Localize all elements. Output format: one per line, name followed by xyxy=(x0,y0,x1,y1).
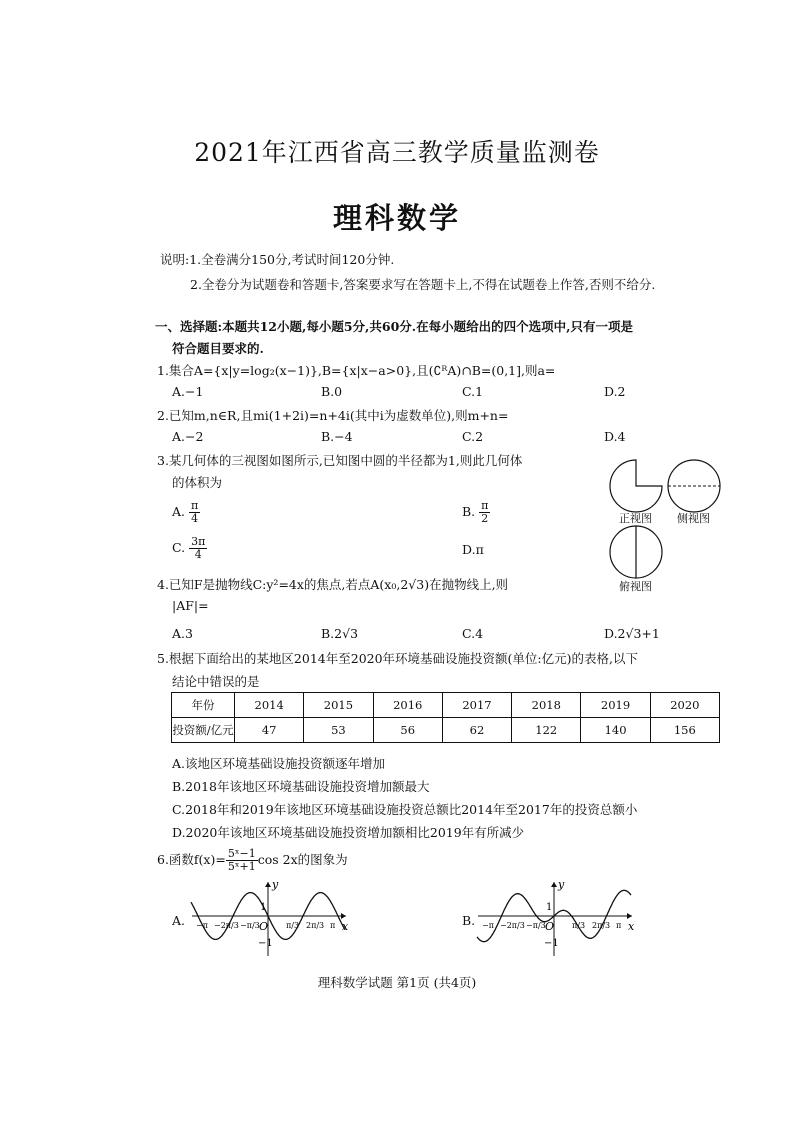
question-5-stem: 5.根据下面给出的某地区2014年至2020年环境基础设施投资额(单位:亿元)的表格,以下 xyxy=(157,651,638,666)
table-cell: 122 xyxy=(512,718,581,743)
q6-graph-b xyxy=(474,878,644,958)
q2-option-b: B.−4 xyxy=(321,429,353,444)
q5-option-b: B.2018年该地区环境基础设施投资增加额最大 xyxy=(172,779,430,794)
question-3-stem: 3.某几何体的三视图如图所示,已知图中圆的半径都为1,则此几何体 xyxy=(157,453,523,468)
denominator: 2 xyxy=(481,512,489,525)
origin-label: O xyxy=(545,920,555,933)
stem-suffix: cos 2x的图象为 xyxy=(257,852,348,867)
denominator: 4 xyxy=(191,512,199,525)
x-tick-label: 2π/3 xyxy=(306,921,325,930)
note-1: 说明:1.全卷满分150分,考试时间120分钟. xyxy=(160,252,395,267)
table-cell: 2018 xyxy=(512,693,581,718)
numerator: π xyxy=(191,499,199,512)
question-6-stem xyxy=(157,848,348,873)
section-heading-cont: 符合题目要求的. xyxy=(172,341,264,356)
denominator: 5ˣ+1 xyxy=(227,860,256,873)
q6-option-a-letter: A. xyxy=(172,913,186,928)
q2-option-d: D.4 xyxy=(604,429,626,444)
q1-option-d: D.2 xyxy=(604,384,626,399)
page-subtitle: 理科数学 xyxy=(332,201,461,235)
q2-option-a: A.−2 xyxy=(172,429,204,444)
table-cell: 156 xyxy=(650,718,719,743)
table-cell: 140 xyxy=(581,718,650,743)
q4-option-c: C.4 xyxy=(462,626,484,641)
q5-option-a: A.该地区环境基础设施投资额逐年增加 xyxy=(172,756,386,771)
denominator: 4 xyxy=(194,548,202,561)
table-cell: 2015 xyxy=(304,693,373,718)
origin-label: O xyxy=(259,920,269,933)
table-cell: 投资额/亿元 xyxy=(172,718,235,743)
y-label: y xyxy=(272,878,279,891)
y-axis-arrow xyxy=(265,882,271,887)
table-cell: 年份 xyxy=(172,693,235,718)
x-tick-label: −2π/3 xyxy=(500,921,525,930)
q4-option-d: D.2√3+1 xyxy=(604,626,660,641)
q4-option-b: B.2√3 xyxy=(321,626,359,641)
option-letter: A. xyxy=(172,504,186,519)
table-row xyxy=(172,693,720,718)
stem-prefix: 6.函数f(x)= xyxy=(157,852,226,867)
question-2-stem: 2.已知m,n∈R,且mi(1+2i)=n+4i(其中i为虚数单位),则m+n= xyxy=(157,408,509,423)
table-cell: 62 xyxy=(442,718,511,743)
q1-option-a: A.−1 xyxy=(172,384,204,399)
y-tick-label: 1 xyxy=(260,902,267,913)
question-5-stem-cont: 结论中错误的是 xyxy=(172,674,260,689)
x-tick-label: −π/3 xyxy=(526,921,546,930)
table-cell: 2017 xyxy=(442,693,511,718)
q3-option-a xyxy=(172,500,200,525)
front-view-label: 正视图 xyxy=(619,512,652,525)
page-title: 2021年江西省高三教学质量监测卷 xyxy=(194,138,600,167)
option-value: π xyxy=(475,542,484,557)
table-cell: 2014 xyxy=(235,693,304,718)
numerator: 5ˣ−1 xyxy=(227,847,256,860)
q4-option-a: A.3 xyxy=(172,626,193,641)
question-3-stem-cont: 的体积为 xyxy=(172,475,223,490)
option-letter: B. xyxy=(462,504,476,519)
q3-option-c xyxy=(172,536,207,561)
fraction xyxy=(189,500,200,525)
question-4-stem-cont: |AF|= xyxy=(172,598,209,613)
q6-graph-a xyxy=(188,878,358,958)
table-cell: 2019 xyxy=(581,693,650,718)
x-tick-label: π xyxy=(616,921,622,930)
x-tick-label: π/3 xyxy=(572,921,586,930)
x-label: x xyxy=(342,920,349,933)
question-1-stem: 1.集合A={x|y=log₂(x−1)},B={x|x−a>0},且(∁ᴿA)∩B=(0,1],则a= xyxy=(157,363,556,378)
x-tick-label: 2π/3 xyxy=(592,921,611,930)
q3-option-d xyxy=(462,542,484,557)
x-axis-arrow xyxy=(341,913,346,919)
x-tick-label: −2π/3 xyxy=(214,921,239,930)
option-letter: D. xyxy=(462,542,476,557)
numerator: π xyxy=(481,499,489,512)
option-letter: C. xyxy=(172,540,186,555)
x-tick-label: −π/3 xyxy=(240,921,260,930)
front-view-shape xyxy=(610,460,662,512)
section-heading: 一、选择题:本题共12小题,每小题5分,共60分.在每小题给出的四个选项中,只有一项是 xyxy=(155,319,634,334)
fraction xyxy=(189,536,207,561)
y-label: y xyxy=(558,878,565,891)
y-tick-label: 1 xyxy=(546,902,553,913)
x-tick-label: π xyxy=(330,921,336,930)
table-cell: 53 xyxy=(304,718,373,743)
x-tick-label: π/3 xyxy=(286,921,300,930)
y-tick-label: −1 xyxy=(544,938,559,949)
table-cell: 56 xyxy=(373,718,442,743)
x-label: x xyxy=(628,920,635,933)
side-view-label: 侧视图 xyxy=(677,512,710,525)
q5-option-c: C.2018年和2019年该地区环境基础设施投资总额比2014年至2017年的投资总额小 xyxy=(172,802,638,817)
table-row xyxy=(172,718,720,743)
y-axis-arrow xyxy=(551,882,557,887)
page-footer: 理科数学试题 第1页 (共4页) xyxy=(317,975,477,990)
q5-option-d: D.2020年该地区环境基础设施投资增加额相比2019年有所减少 xyxy=(172,825,525,840)
table-cell: 47 xyxy=(235,718,304,743)
x-tick-label: −π xyxy=(196,921,208,930)
top-view-label: 俯视图 xyxy=(619,580,652,593)
fraction xyxy=(226,848,258,873)
q1-option-b: B.0 xyxy=(321,384,343,399)
numerator: 3π xyxy=(191,535,206,548)
table-cell: 2020 xyxy=(650,693,719,718)
q3-option-b xyxy=(462,500,490,525)
question-4-stem: 4.已知F是抛物线C:y²=4x的焦点,若点A(x₀,2√3)在抛物线上,则 xyxy=(157,577,509,592)
note-2: 2.全卷分为试题卷和答题卡,答案要求写在答题卡上,不得在试题卷上作答,否则不给分. xyxy=(190,277,656,292)
table-cell: 2016 xyxy=(373,693,442,718)
q2-option-c: C.2 xyxy=(462,429,484,444)
fraction xyxy=(479,500,490,525)
x-axis-arrow xyxy=(627,913,632,919)
q1-option-c: C.1 xyxy=(462,384,484,399)
q6-option-b-letter: B. xyxy=(462,913,476,928)
y-tick-label: −1 xyxy=(258,938,273,949)
x-tick-label: −π xyxy=(482,921,494,930)
investment-table xyxy=(171,692,720,743)
